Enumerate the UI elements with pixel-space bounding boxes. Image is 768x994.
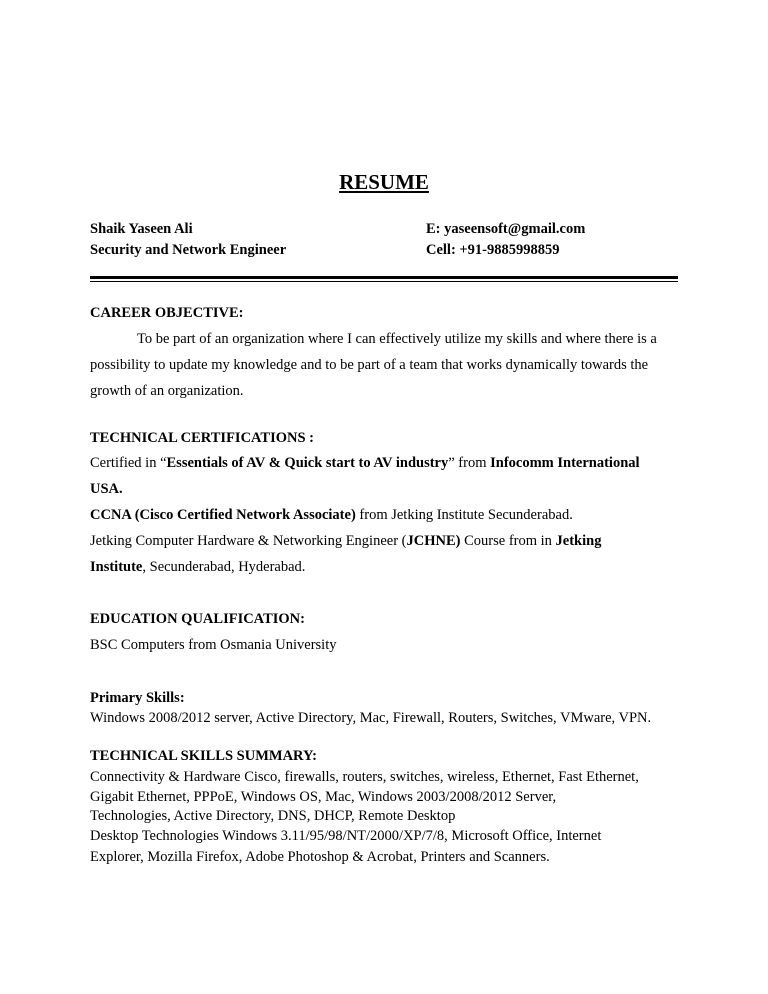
- skills-summary-line: Desktop Technologies Windows 3.11/95/98/NT/2000/XP/7/8, Microsoft Office, Internet: [90, 828, 602, 844]
- contact-cell: Cell: +91-9885998859: [426, 242, 560, 258]
- cert-av-cont: USA.: [90, 481, 123, 497]
- education-line: BSC Computers from Osmania University: [90, 637, 337, 653]
- career-line: growth of an organization.: [90, 383, 244, 399]
- education-heading: EDUCATION QUALIFICATION:: [90, 611, 305, 627]
- primary-skills-heading: Primary Skills:: [90, 690, 185, 706]
- resume-title: RESUME: [339, 170, 429, 194]
- skills-summary-line: Connectivity & Hardware Cisco, firewalls, routers, switches, wireless, Ethernet, Fast Ethernet,: [90, 769, 639, 785]
- header-divider-thick: [90, 276, 678, 279]
- candidate-role: Security and Network Engineer: [90, 242, 287, 258]
- candidate-name: Shaik Yaseen Ali: [90, 221, 193, 237]
- contact-email: E: yaseensoft@gmail.com: [426, 221, 586, 237]
- cert-ccna: CCNA (Cisco Certified Network Associate) from Jetking Institute Secunderabad.: [90, 507, 573, 523]
- cert-jchne-cont: Institute, Secunderabad, Hyderabad.: [90, 559, 306, 575]
- primary-skills-line: Windows 2008/2012 server, Active Directory, Mac, Firewall, Routers, Switches, VMware, VPN.: [90, 710, 652, 726]
- cert-av: Certified in “Essentials of AV & Quick start to AV industry” from Infocomm International: [90, 455, 640, 471]
- career-line: possibility to update my knowledge and to be part of a team that works dynamically towards the: [90, 357, 649, 373]
- skills-summary-heading: TECHNICAL SKILLS SUMMARY:: [90, 748, 317, 764]
- career-heading: CAREER OBJECTIVE:: [90, 305, 244, 321]
- skills-summary-line: Explorer, Mozilla Firefox, Adobe Photoshop & Acrobat, Printers and Scanners.: [90, 849, 550, 865]
- skills-summary-line: Gigabit Ethernet, PPPoE, Windows OS, Mac, Windows 2003/2008/2012 Server,: [90, 789, 557, 805]
- certs-heading: TECHNICAL CERTIFICATIONS :: [90, 430, 315, 446]
- header-divider-thin: [90, 281, 678, 282]
- skills-summary-line: Technologies, Active Directory, DNS, DHCP, Remote Desktop: [90, 808, 456, 824]
- career-line: To be part of an organization where I can effectively utilize my skills and where there is a: [137, 331, 657, 347]
- cert-jchne: Jetking Computer Hardware & Networking Engineer (JCHNE) Course from in Jetking: [90, 533, 602, 549]
